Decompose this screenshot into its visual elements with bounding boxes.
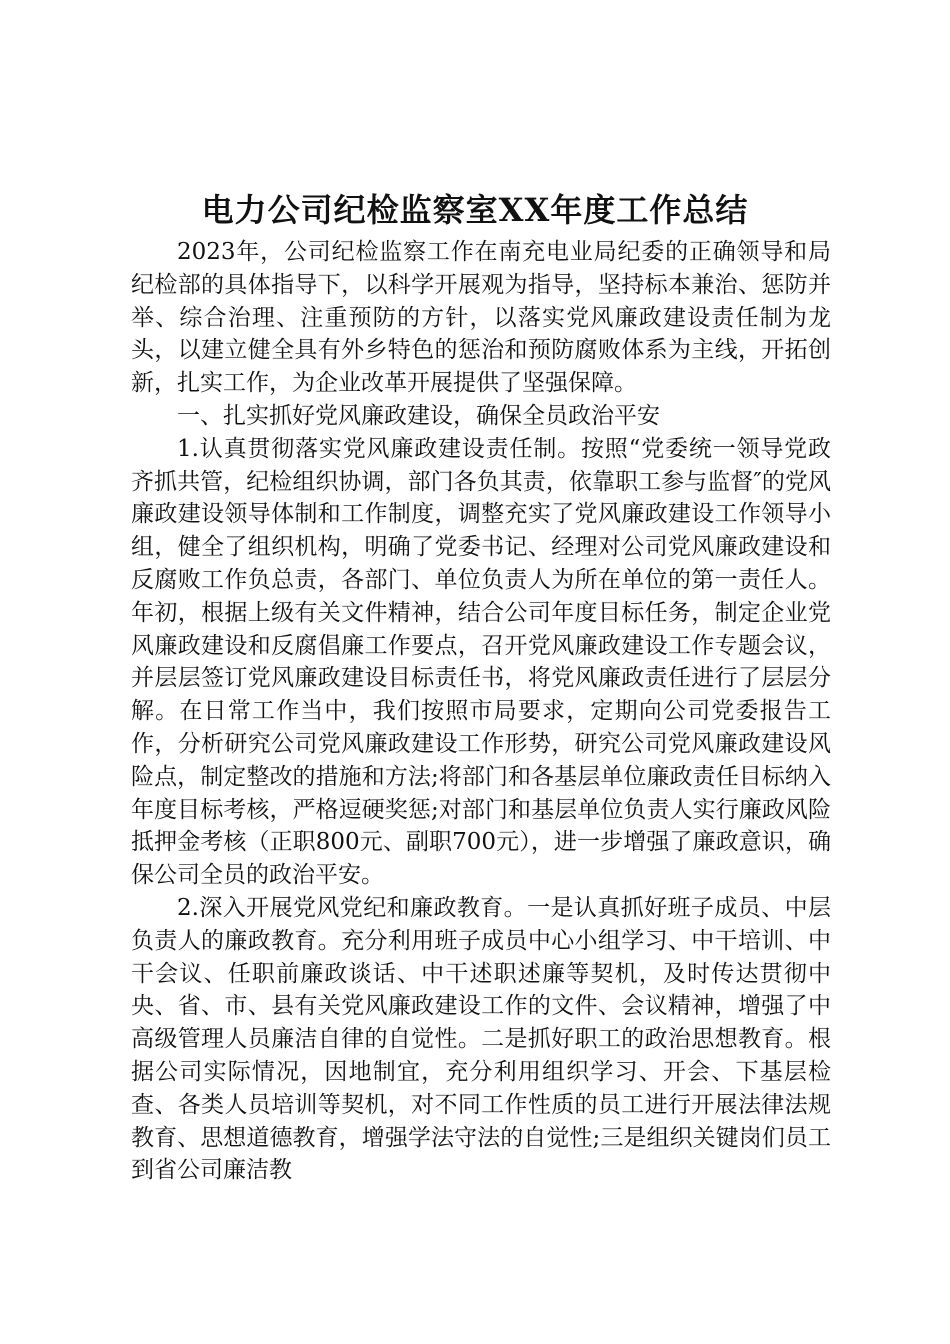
paragraph-intro: 2023年，公司纪检监察工作在南充电业局纪委的正确领导和局纪检部的具体指导下，以科学开展观为指导，坚持标本兼治、惩防并举、综合治理、注重预防的方针，以落实党风廉政建设责任制为龙头，以建立健全具有外乡特色的惩治和预防腐败体系为主线，开拓创新，扎实工作，为企业改革开展提供了坚强保障。 xyxy=(131,239,831,397)
document-body xyxy=(131,236,831,1187)
document-title: 电力公司纪检监察室XX年度工作总结 xyxy=(201,191,749,229)
paragraph-item-2: 2.深入开展党风党纪和廉政教育。一是认真抓好班子成员、中层负责人的廉政教育。充分利用班子成员中心小组学习、中干培训、中干会议、任职前廉政谈话、中干述职述廉等契机，及时传达贯彻中央、省、市、县有关党风廉政建设工作的文件、会议精神，增强了中高级管理人员廉洁自律的自觉性。二是抓好职工的政治思想教育。根据公司实际情况，因地制宜，充分利用组织学习、开会、下基层检查、各类人员培训等契机，对不同工作性质的员工进行开展法律法规教育、思想道德教育，增强学法守法的自觉性;三是组织关键岗们员工到省公司廉洁教 xyxy=(131,894,831,1184)
paragraph-item-1: 1.认真贯彻落实党风廉政建设责任制。按照“党委统一领导党政齐抓共管，纪检组织协调，部门各负其责，依靠职工参与监督″的党风廉政建设领导体制和工作制度，调整充实了党风廉政建设工作领导小组，健全了组织机构，明确了党委书记、经理对公司党风廉政建设和反腐败工作负总责，各部门、单位负责人为所在单位的第一责任人。年初，根据上级有关文件精神，结合公司年度目标任务，制定企业党风廉政建设和反腐倡廉工作要点，召开党风廉政建设工作专题会议，并层层签订党风廉政建设目标责任书，将党风廉政责任进行了层层分解。在日常工作当中，我们按照市局要求，定期向公司党委报告工作，分析研究公司党风廉政建设工作形势，研究公司党风廉政建设风险点，制定整改的措施和方法;将部门和各基层单位廉政责任目标纳入年度目标考核，严格逗硬奖惩;对部门和基层单位负责人实行廉政风险抵押金考核（正职800元、副职700元），进一步增强了廉政意识，确保公司全员的政治平安。 xyxy=(131,435,831,889)
section-heading-1: 一、扎实抓好党风廉政建设，确保全员政治平安 xyxy=(177,402,660,429)
